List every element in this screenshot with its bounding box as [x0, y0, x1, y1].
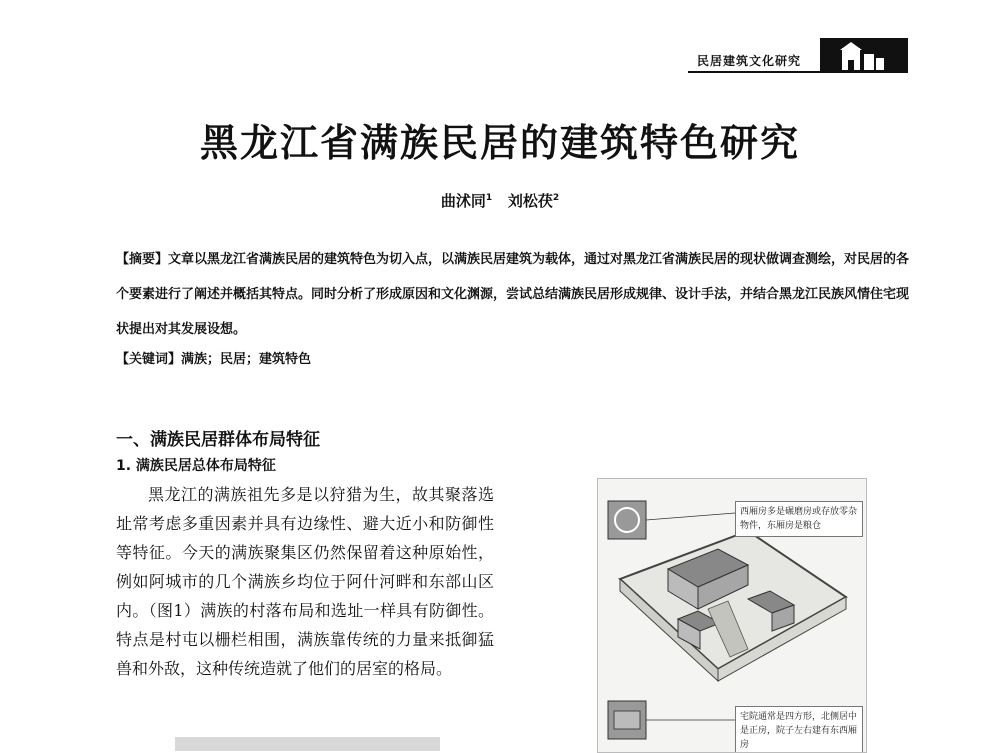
- author-name: 刘松茯: [507, 192, 553, 210]
- body-paragraph: 黑龙江的满族祖先多是以狩猎为生，故其聚落选址常考虑多重因素并具有边缘性、避大近小和防御性等特征。今天的满族聚集区仍然保留着这种原始性，例如阿城市的几个满族乡均位于阿什河畔和东部山区内。（图1）满族的村落布局和选址一样具有防御性。特点是村屯以栅栏相围，满族靠传统的力量来抵御猛兽和外敌，这种传统造就了他们的居室的格局。: [116, 485, 494, 678]
- keywords-text: 满族；民居；建筑特色: [181, 352, 312, 367]
- header-rule: [688, 71, 908, 73]
- figure-courtyard-illustration: [597, 478, 867, 753]
- house-logo-icon: [820, 38, 908, 72]
- section-heading: 一、满族民居群体布局特征: [116, 430, 320, 450]
- page-title: 黑龙江省满族民居的建筑特色研究: [199, 121, 800, 165]
- keywords-label: 【关键词】: [116, 352, 182, 367]
- author-affiliation: 2: [552, 193, 560, 203]
- partial-figure-strip: [175, 737, 440, 751]
- abstract: [116, 242, 916, 347]
- subsection-heading: 1. 满族民居总体布局特征: [116, 458, 276, 474]
- figure-callout-top: 西厢房多是碾磨房或存放零杂物件，东厢房是粮仓: [735, 501, 863, 537]
- author-affiliation: 1: [485, 193, 493, 203]
- section-label: 民居建筑文化研究: [697, 54, 802, 68]
- abstract-label: 【摘要】: [116, 252, 169, 267]
- keywords: [116, 348, 311, 367]
- figure-callout-bottom: 宅院通常是四方形，北侧居中是正房，院子左右建有东西厢房: [735, 706, 863, 753]
- abstract-text: 文章以黑龙江省满族民居的建筑特色为切入点，以满族民居建筑为载体，通过对黑龙江省满族民居的现状做调查测绘，对民居的各个要素进行了阐述并概括其特点。同时分析了形成原因和文化渊源，尝试总结满族民居形成规律、设计手法，并结合黑龙江民族风情住宅现状提出对其发展设想。: [116, 252, 910, 337]
- author-name: 曲沭同: [440, 192, 486, 210]
- authors: [0, 190, 1000, 211]
